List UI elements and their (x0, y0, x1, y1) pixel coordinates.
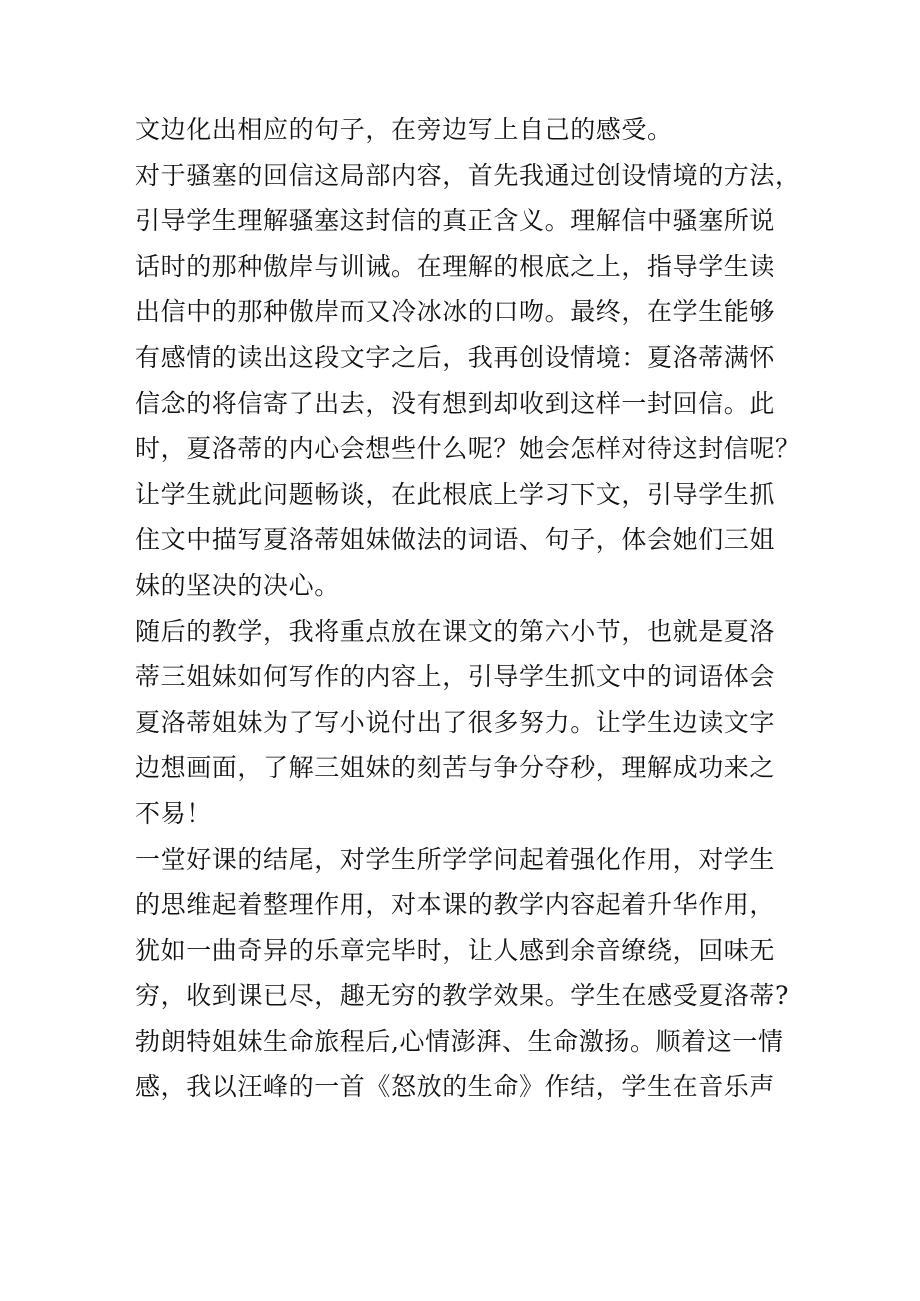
text-line: 随后的教学，我将重点放在课文的第六小节，也就是夏洛 (135, 616, 776, 646)
text-line: 让学生就此问题畅谈，在此根底上学习下文，引导学生抓 (135, 479, 776, 509)
text-line: 有感情的读出这段文字之后，我再创设情境：夏洛蒂满怀 (135, 342, 776, 372)
text-line: 住文中描写夏洛蒂姐妹做法的词语、句子，体会她们三姐 (135, 525, 776, 555)
text-line: 穷，收到课已尽，趣无穷的教学效果。学生在感受夏洛蒂? (135, 981, 790, 1011)
text-line: 犹如一曲奇异的乐章完毕时，让人感到余音缭绕，回味无 (135, 935, 776, 965)
text-line: 夏洛蒂姐妹为了写小说付出了很多努力。让学生边读文字 (135, 707, 776, 737)
text-line: 时，夏洛蒂的内心会想些什么呢？她会怎样对待这封信呢？ (135, 434, 801, 464)
text-line: 对于骚塞的回信这局部内容，首先我通过创设情境的方法， (135, 160, 801, 190)
text-line: 感，我以汪峰的一首《怒放的生命》作结，学生在音乐声 (135, 1072, 776, 1102)
text-line: 文边化出相应的句子，在旁边写上自己的感受。 (135, 115, 673, 144)
text-line: 不易！ (135, 798, 212, 828)
text-line: 勃朗特姐妹生命旅程后,心情澎湃、生命激扬。顺着这一情 (135, 1026, 784, 1056)
document-body (135, 107, 825, 1110)
text-line: 话时的那种傲岸与训诫。在理解的根底之上，指导学生读 (135, 251, 776, 281)
text-line: 引导学生理解骚塞这封信的真正含义。理解信中骚塞所说 (135, 206, 776, 236)
text-line: 出信中的那种傲岸而又冷冰冰的口吻。最终，在学生能够 (135, 297, 776, 327)
text-line: 边想画面，了解三姐妹的刻苦与争分夺秒，理解成功来之 (135, 753, 776, 783)
text-line: 信念的将信寄了出去，没有想到却收到这样一封回信。此 (135, 388, 776, 418)
text-line: 一堂好课的结尾，对学生所学学问起着强化作用，对学生 (135, 844, 776, 874)
text-line: 的思维起着整理作用，对本课的教学内容起着升华作用， (135, 890, 776, 920)
text-line: 妹的坚决的决心。 (135, 570, 340, 600)
text-line: 蒂三姐妹如何写作的内容上，引导学生抓文中的词语体会 (135, 662, 776, 692)
